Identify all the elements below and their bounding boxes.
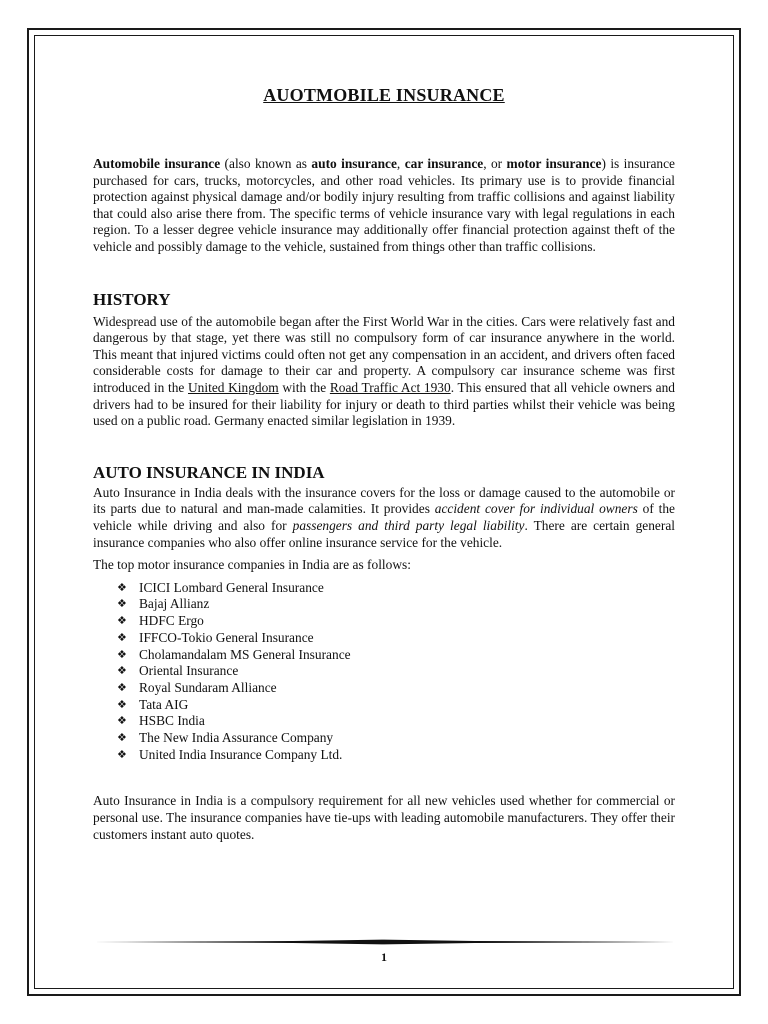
list-item: ❖ Cholamandalam MS General Insurance — [117, 646, 351, 662]
document-body — [93, 85, 675, 843]
diamond-bullet-icon: ❖ — [117, 680, 127, 694]
diamond-bullet-icon: ❖ — [117, 714, 127, 728]
road-traffic-act-link[interactable]: Road Traffic Act 1930 — [329, 379, 451, 395]
list-item: ❖ IFFCO-Tokio General Insurance — [117, 629, 314, 645]
intro-alt-term: motor insurance — [506, 156, 602, 171]
list-item: ❖ ICICI Lombard General Insurance — [117, 579, 324, 595]
list-item: ❖ Royal Sundaram Alliance — [117, 679, 277, 695]
company-list — [93, 580, 675, 764]
diamond-bullet-icon: ❖ — [117, 630, 127, 644]
closing-paragraph: Auto Insurance in India is a compulsory requirement for all new vehicles used whether for commercial or personal use. The insurance companies have tie-ups with leading automobile manufacturers. They offer their customers instant auto quotes. — [93, 793, 675, 842]
list-item: ❖ Bajaj Allianz — [117, 596, 210, 612]
india-heading: AUTO INSURANCE IN INDIA — [93, 462, 325, 482]
diamond-bullet-icon: ❖ — [117, 597, 127, 611]
list-item: ❖ HDFC Ergo — [117, 613, 204, 629]
diamond-bullet-icon: ❖ — [117, 580, 127, 594]
list-item: ❖ Oriental Insurance — [117, 663, 239, 679]
diamond-bullet-icon: ❖ — [117, 614, 127, 628]
intro-alt-term: auto insurance — [311, 156, 397, 171]
india-emphasis: passengers and third party legal liability — [292, 517, 525, 533]
company-list-intro: The top motor insurance companies in India are as follows: — [93, 557, 411, 573]
list-item: ❖ HSBC India — [117, 713, 205, 729]
list-item: ❖ Tata AIG — [117, 696, 189, 712]
diamond-bullet-icon: ❖ — [117, 731, 127, 745]
united-kingdom-link[interactable]: United Kingdom — [188, 379, 279, 395]
diamond-bullet-icon: ❖ — [117, 697, 127, 711]
page-number: 1 — [381, 950, 387, 964]
list-item: ❖ The New India Assurance Company — [117, 730, 334, 746]
intro-term: Automobile insurance — [93, 156, 221, 171]
intro-paragraph: Automobile insurance (also known as auto insurance, car insurance, or motor insurance) is insurance purchased for cars, trucks, motorcycles, and other road vehicles. Its primary use is to provide financial protection against physical damage and/or bodily injury resulting from traffic collisions and against liability that could also arise there from. The specific terms of vehicle insurance vary with legal regulations in each region. To a lesser degree vehicle insurance may additionally offer financial protection against theft of the vehicle and possibly damage to the vehicle, sustained from things other than traffic collisions. — [93, 156, 675, 254]
document-title: AUOTMOBILE INSURANCE — [263, 85, 505, 105]
india-paragraph: Auto Insurance in India deals with the insurance covers for the loss or damage caused to the automobile or its parts due to natural and man-made calamities. It provides accident cover for individual owners of the vehicle while driving and also for passengers and third party legal liability. There are certain general insurance companies who also offer online insurance service for the vehicle. — [93, 484, 675, 550]
india-emphasis: accident cover for individual owners — [434, 501, 638, 517]
diamond-bullet-icon: ❖ — [117, 647, 127, 661]
diamond-bullet-icon: ❖ — [117, 747, 127, 761]
diamond-bullet-icon: ❖ — [117, 664, 127, 678]
history-paragraph: Widespread use of the automobile began after the First World War in the cities. Cars were relatively fast and dangerous by that stage, yet there was still no compulsory form of car insurance anywhere in the world. This meant that injured victims could often not get any compensation in an accident, and drivers often faced considerable costs for damage to their car and property. A compulsory car insurance scheme was first introduced in the United Kingdom with the Road Traffic Act 1930. This ensured that all vehicle owners and drivers had to be insured for their liability for injury or death to third parties whilst their vehicle was being used on a public road. Germany enacted similar legislation in 1939. — [93, 313, 675, 429]
intro-alt-term: car insurance — [404, 156, 484, 171]
footer-divider — [93, 939, 675, 945]
history-heading: HISTORY — [93, 289, 171, 309]
list-item: ❖ United India Insurance Company Ltd. — [117, 746, 343, 762]
